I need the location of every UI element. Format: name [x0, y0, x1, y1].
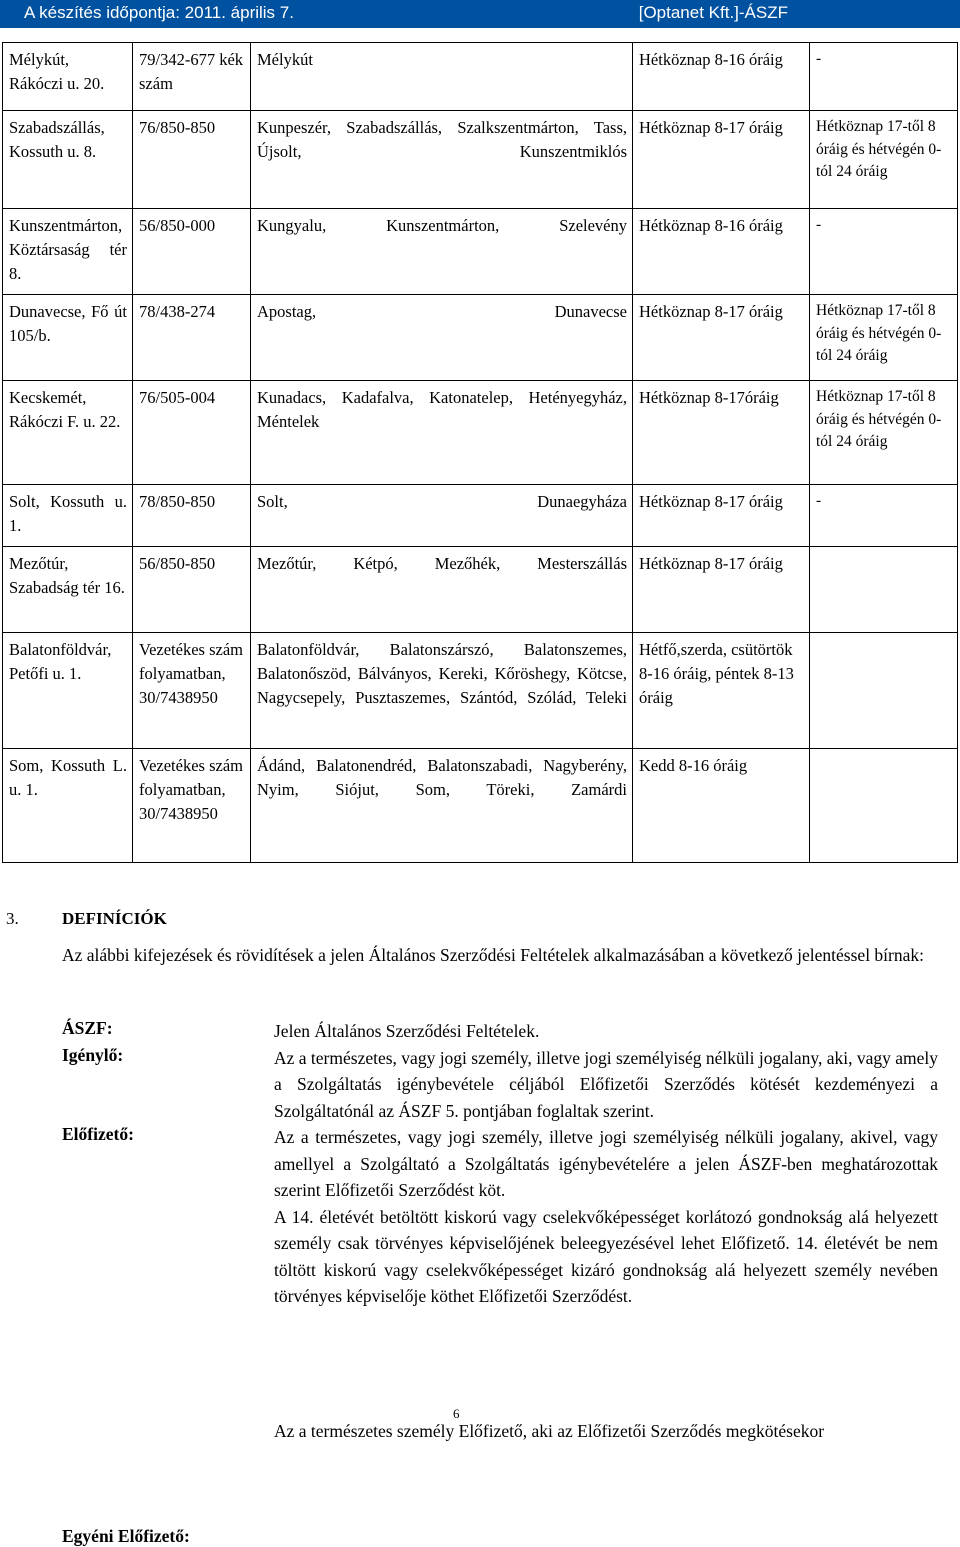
office-phone: Vezetékes szám folyamatban, 30/7438950 — [133, 633, 251, 749]
office-hours: Hétköznap 8-17óráig — [633, 381, 810, 485]
office-settlements: Apostag, Dunavecse — [251, 295, 633, 381]
office-row — [3, 295, 958, 381]
document-header — [0, 0, 960, 28]
definition-description — [274, 1418, 938, 1445]
office-hours: Hétköznap 8-17 óráig — [633, 111, 810, 209]
office-settlements: Mélykút — [251, 43, 633, 111]
definition-description — [274, 1124, 938, 1310]
definition-term: Egyéni Előfizető: — [62, 1525, 190, 1546]
definition-item — [62, 1124, 938, 1310]
office-address: Solt, Kossuth u. 1. — [3, 485, 133, 547]
office-settlements: Balatonföldvár, Balatonszárszó, Balatonszemes, Balatonőszöd, Bálványos, Kereki, Kőröshegy, Kötcse, Nagycsepely, Pusztaszemes, Szántód, Szólád, Teleki — [251, 633, 633, 749]
office-address: Szabadszállás, Kossuth u. 8. — [3, 111, 133, 209]
section-intro: Az alábbi kifejezések és rövidítések a jelen Általános Szerződési Feltételek alkalmazásában a következő jelentéssel bírnak: — [62, 945, 925, 965]
office-phone: 76/505-004 — [133, 381, 251, 485]
office-row — [3, 749, 958, 863]
definition-term: Igénylő: — [62, 1044, 124, 1065]
page-number: 6 — [453, 1406, 460, 1421]
office-extra-hours — [810, 547, 958, 633]
office-extra-hours: Hétköznap 17-től 8 óráig és hétvégén 0-tól 24 óráig — [810, 295, 958, 381]
office-settlements: Kunadacs, Kadafalva, Katonatelep, Hetényegyház, Méntelek — [251, 381, 633, 485]
definition-paragraph: Az a természetes, vagy jogi személy, illetve jogi személyiség nélküli jogalany, aki, vagy amely a Szolgáltatás igénybevétele céljából Előfizetői Szerződés kötését kezdeményezi a Szolgáltatónál az ÁSZF 5. pontjában foglaltak szerint. — [274, 1047, 938, 1121]
office-extra-hours: Hétköznap 17-től 8 óráig és hétvégén 0-tól 24 óráig — [810, 111, 958, 209]
office-address: Dunavecse, Fő út 105/b. — [3, 295, 133, 381]
office-phone: Vezetékes szám folyamatban, 30/7438950 — [133, 749, 251, 863]
office-row — [3, 485, 958, 547]
definition-paragraph: Az a természetes személy Előfizető, aki az Előfizetői Szerződés megkötésekor — [274, 1420, 825, 1441]
office-hours: Hétfő,szerda, csütörtök 8-16 óráig, péntek 8-13 óráig — [633, 633, 810, 749]
office-address: Som, Kossuth L. u. 1. — [3, 749, 133, 863]
office-extra-hours: - — [810, 43, 958, 111]
company-tag: [Optanet Kft.]-ÁSZF — [638, 3, 788, 22]
section-title: DEFINÍCIÓK — [62, 909, 167, 928]
office-settlements: Kunpeszér, Szabadszállás, Szalkszentmárton, Tass, Újsolt, Kunszentmiklós — [251, 111, 633, 209]
section-number: 3. — [6, 909, 19, 928]
office-settlements: Kungyalu, Kunszentmárton, Szelevény — [251, 209, 633, 295]
office-hours: Hétköznap 8-17 óráig — [633, 295, 810, 381]
definition-term: ÁSZF: — [62, 1018, 113, 1038]
office-address: Mélykút, Rákóczi u. 20. — [3, 43, 133, 111]
definition-description — [274, 1018, 938, 1045]
office-address: Kunszentmárton, Köztársaság tér 8. — [3, 209, 133, 295]
office-row — [3, 111, 958, 209]
office-row — [3, 209, 958, 295]
office-table — [2, 42, 958, 863]
definition-paragraph: Jelen Általános Szerződési Feltételek. — [274, 1021, 540, 1041]
office-address: Mezőtúr, Szabadság tér 16. — [3, 547, 133, 633]
office-extra-hours: - — [810, 485, 958, 547]
definitions-list — [62, 1018, 938, 1546]
definition-paragraph: Az a természetes, vagy jogi személy, illetve jogi személyiség nélküli jogalany, akivel, vagy amellyel a Szolgáltató a Szolgáltatás igénybevételére a jelen ÁSZF-ben meghatározottak szerint Előfizetői Szerződést köt. — [274, 1127, 938, 1200]
office-settlements: Ádánd, Balatonendréd, Balatonszabadi, Nagyberény, Nyim, Siójut, Som, Töreki, Zamárdi — [251, 749, 633, 863]
office-settlements: Mezőtúr, Kétpó, Mezőhék, Mesterszállás — [251, 547, 633, 633]
office-phone: 78/438-274 — [133, 295, 251, 381]
office-row — [3, 633, 958, 749]
office-hours: Hétköznap 8-16 óráig — [633, 43, 810, 111]
office-phone: 78/850-850 — [133, 485, 251, 547]
office-extra-hours: Hétköznap 17-től 8 óráig és hétvégén 0-tól 24 óráig — [810, 381, 958, 485]
office-phone: 56/850-850 — [133, 547, 251, 633]
office-phone: 79/342-677 kék szám — [133, 43, 251, 111]
office-hours: Kedd 8-16 óráig — [633, 749, 810, 863]
office-extra-hours — [810, 749, 958, 863]
office-row — [3, 43, 958, 111]
office-extra-hours — [810, 633, 958, 749]
definition-item — [62, 1418, 938, 1546]
definition-item — [62, 1045, 938, 1125]
definition-item — [62, 1018, 938, 1045]
definition-paragraph: A 14. életévét betöltött kiskorú vagy cselekvőképességet korlátozó gondnokság alá helyezett személy csak törvényes képviselőjének beleegyezésével lehet Előfizető. 14. életévét be nem töltött kiskorú vagy cselekvőképességet kizáró gondnokság alá helyezett személy nevében törvényes képviselője köthet Előfizetői Szerződést. — [274, 1206, 938, 1306]
office-row — [3, 381, 958, 485]
office-settlements: Solt, Dunaegyháza — [251, 485, 633, 547]
definition-description — [274, 1045, 938, 1125]
office-row — [3, 547, 958, 633]
office-address: Balatonföldvár, Petőfi u. 1. — [3, 633, 133, 749]
definition-term: Előfizető: — [62, 1124, 134, 1144]
office-address: Kecskemét, Rákóczi F. u. 22. — [3, 381, 133, 485]
office-phone: 56/850-000 — [133, 209, 251, 295]
office-phone: 76/850-850 — [133, 111, 251, 209]
office-hours: Hétköznap 8-16 óráig — [633, 209, 810, 295]
office-extra-hours: - — [810, 209, 958, 295]
creation-date: A készítés időpontja: 2011. április 7. — [24, 3, 294, 22]
office-hours: Hétköznap 8-17 óráig — [633, 485, 810, 547]
office-hours: Hétköznap 8-17 óráig — [633, 547, 810, 633]
